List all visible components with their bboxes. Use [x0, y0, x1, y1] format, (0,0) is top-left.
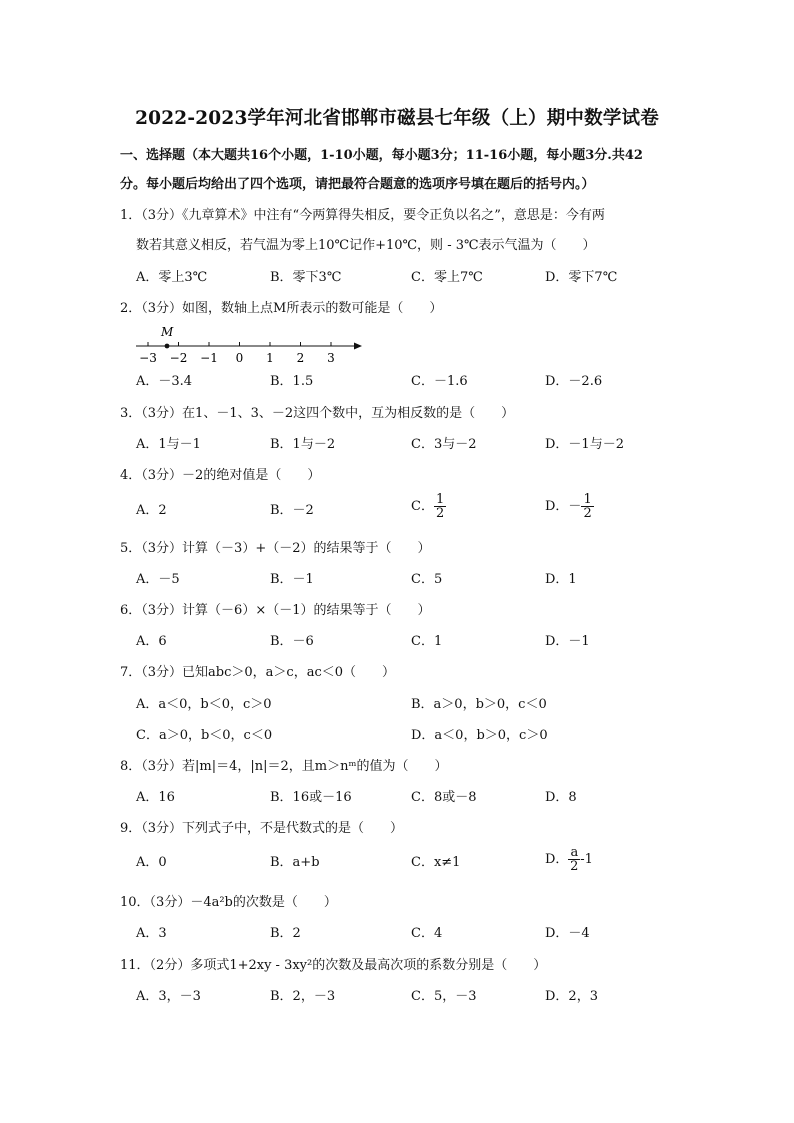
point-m-label: M	[161, 325, 174, 339]
question-9-option-a: A．0	[136, 855, 167, 870]
axis-tick-label: −1	[200, 351, 218, 365]
question-7-option-b: B．a＞0，b＞0，c＜0	[411, 697, 547, 712]
question-10-option-b: B．2	[270, 926, 301, 941]
question-10-option-c: C．4	[411, 926, 443, 941]
fraction-numerator: 1	[583, 492, 592, 507]
question-7-option-a: A．a＜0，b＜0，c＞0	[136, 697, 272, 712]
axis-tick-labels	[139, 351, 335, 365]
fraction-denominator: 2	[570, 859, 579, 874]
question-1-option-b: B．零下3℃	[270, 270, 342, 285]
question-5-option-d: D．1	[545, 572, 577, 587]
question-7-option-d: D．a＜0，b＞0，c＞0	[411, 728, 548, 743]
question-5-stem: 5．（3分）计算（－3）+（－2）的结果等于（ ）	[120, 541, 431, 556]
axis-tick-label: 0	[235, 351, 244, 365]
page-title: 2022-2023学年河北省邯郸市磁县七年级（上）期中数学试卷	[135, 108, 659, 129]
question-7-option-c: C．a＞0，b＜0，c＜0	[136, 728, 273, 743]
question-6-option-b: B．－6	[270, 634, 314, 649]
question-9-option-d-letter: D．	[545, 852, 569, 867]
question-4-stem: 4．（3分）－2的绝对值是（ ）	[120, 468, 321, 483]
number-line-figure	[136, 322, 366, 372]
question-10-option-d: D．－4	[545, 926, 590, 941]
fraction-one-half	[581, 493, 593, 520]
axis-ticks	[148, 342, 331, 346]
question-4-option-a: A．2	[136, 503, 167, 518]
question-1-option-d: D．零下7℃	[545, 270, 618, 285]
axis-tick-label: 3	[327, 351, 335, 365]
question-9-stem: 9．（3分）下列式子中，不是代数式的是（ ）	[120, 821, 404, 836]
question-9-option-d	[545, 846, 593, 873]
question-1-stem: 1．（3分）《九章算术》中注有“今两算得失相反，要令正负以名之”，意思是：今有两	[120, 208, 605, 223]
question-1-stem-continued: 数若其意义相反，若气温为零上10℃记作+10℃，则 - 3℃表示气温为（ ）	[136, 238, 596, 253]
section-heading-line2: 分。每小题后均给出了四个选项，请把最符合题意的选项序号填在题后的括号内。）	[120, 177, 595, 192]
question-3-option-c: C．3与－2	[411, 437, 477, 452]
fraction-denominator: 2	[435, 506, 445, 521]
question-11-option-d: D．2，3	[545, 989, 598, 1004]
question-10-stem: 10．（3分）－4a²b的次数是（ ）	[120, 895, 337, 910]
fraction-a-over-2	[568, 846, 580, 873]
question-11-option-a: A．3，－3	[136, 989, 201, 1004]
question-6-option-a: A．6	[136, 634, 167, 649]
question-5-option-a: A．－5	[136, 572, 180, 587]
axis-tick-label: 1	[266, 351, 274, 365]
number-line-svg	[136, 322, 366, 368]
question-8-option-d: D．8	[545, 790, 577, 805]
question-3-option-b: B．1与－2	[270, 437, 336, 452]
question-2-option-d: D．－2.6	[545, 374, 603, 389]
question-5-option-b: B．－1	[270, 572, 314, 587]
question-11-stem: 11．（2分）多项式1+2xy - 3xy²的次数及最高次项的系数分别是（ ）	[120, 958, 547, 973]
question-1-option-a: A．零上3℃	[136, 270, 208, 285]
question-5-option-c: C．5	[411, 572, 443, 587]
question-9-option-b: B．a+b	[270, 855, 320, 870]
question-8-stem: 8．（3分）若|m|＝4，|n|＝2，且m＞nᵐ的值为（ ）	[120, 759, 448, 774]
question-6-stem: 6．（3分）计算（－6）×（－1）的结果等于（ ）	[120, 603, 431, 618]
question-4-option-c-letter: C．	[411, 499, 434, 514]
question-6-option-c: C．1	[411, 634, 443, 649]
fraction-denominator: 2	[583, 506, 592, 521]
question-11-option-c: C．5，－3	[411, 989, 477, 1004]
axis-tick-label: −3	[139, 351, 157, 365]
question-2-option-a: A．－3.4	[136, 374, 193, 389]
axis-arrow	[354, 343, 362, 350]
question-10-option-a: A．3	[136, 926, 167, 941]
question-8-option-b: B．16或－16	[270, 790, 352, 805]
fraction-one-half	[434, 493, 446, 520]
question-2-stem: 2．（3分）如图，数轴上点M所表示的数可能是（ ）	[120, 301, 443, 316]
question-8-option-a: A．16	[136, 790, 175, 805]
question-6-option-d: D．－1	[545, 634, 590, 649]
question-7-stem: 7．（3分）已知abc＞0，a＞c，ac＜0（ ）	[120, 665, 395, 680]
question-11-option-b: B．2，－3	[270, 989, 336, 1004]
question-4-option-b: B．－2	[270, 503, 314, 518]
question-3-option-a: A．1与－1	[136, 437, 201, 452]
axis-tick-label: −2	[169, 351, 188, 365]
question-3-stem: 3．（3分）在1、－1、3、－2这四个数中，互为相反数的是（ ）	[120, 406, 515, 421]
section-heading-line1: 一、选择题（本大题共16个小题，1-10小题，每小题3分；11-16小题，每小题3分.共42	[120, 148, 643, 163]
question-4-option-c	[411, 493, 446, 520]
question-4-option-d-letter: D．－	[545, 499, 582, 514]
question-8-option-c: C．8或－8	[411, 790, 477, 805]
question-4-option-d	[545, 493, 594, 520]
question-2-option-c: C．－1.6	[411, 374, 468, 389]
question-9-option-c: C．x≠1	[411, 855, 461, 870]
question-1-option-c: C．零上7℃	[411, 270, 483, 285]
question-2-option-b: B．1.5	[270, 374, 314, 389]
question-3-option-d: D．－1与－2	[545, 437, 624, 452]
fraction-numerator: a	[570, 845, 579, 860]
fraction-suffix: -1	[580, 852, 593, 867]
fraction-numerator: 1	[435, 492, 445, 507]
axis-tick-label: 2	[296, 351, 305, 365]
